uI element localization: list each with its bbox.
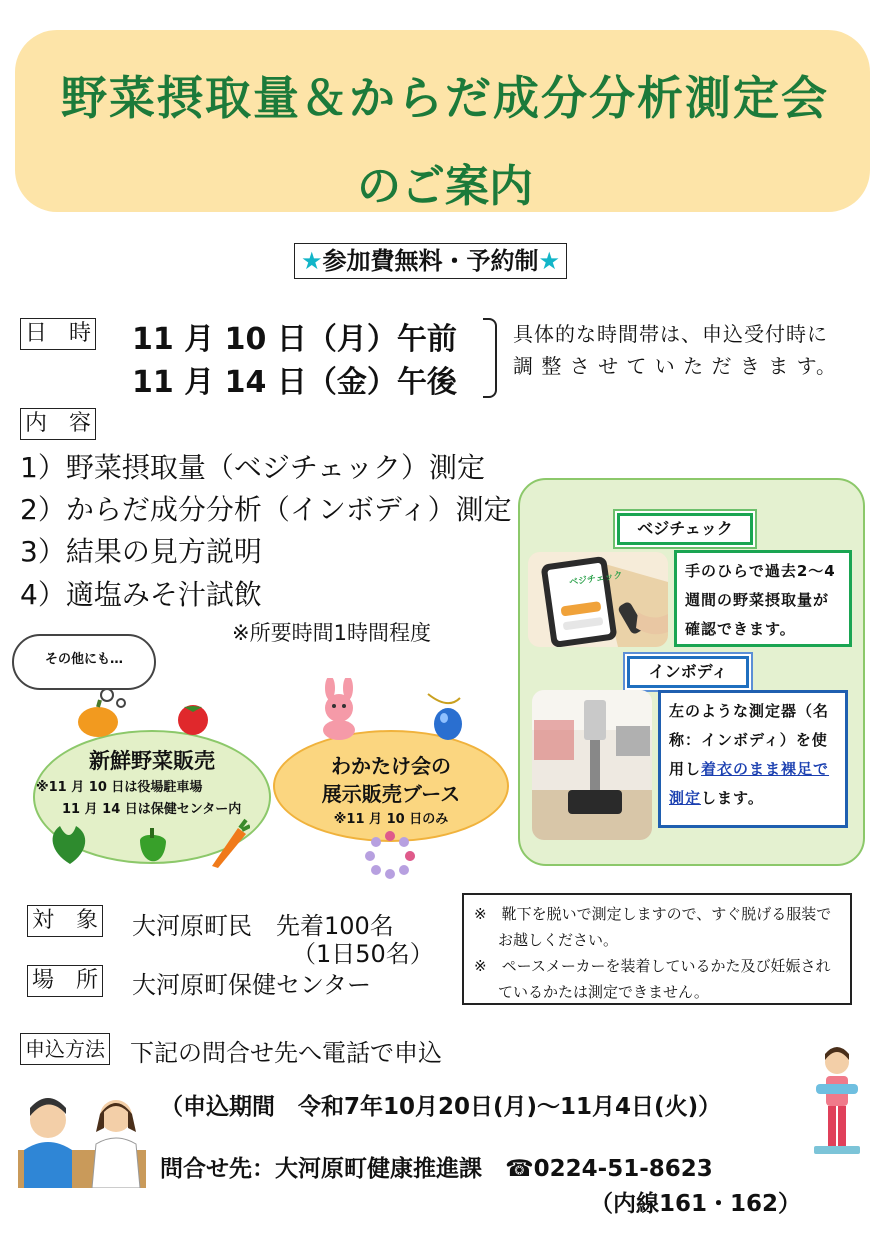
apply-period: （申込期間 令和7年10月20日(月)～11月4日(火)） (160, 1094, 722, 1120)
carrot-icon (206, 818, 250, 870)
date-1: 11 月 10 日（月）午前 (132, 322, 457, 357)
extension: （内線161・162） (590, 1191, 802, 1217)
duration-note: ※所要時間1時間程度 (232, 621, 431, 645)
warning-2: ※ ペースメーカーを装着しているかた及び妊娠されているかたは測定できません。 (474, 957, 831, 1001)
schedule-label: 日 時 (20, 318, 96, 350)
date-2: 11 月 14 日（金）午後 (132, 365, 457, 400)
content-item-1: 1）野菜摂取量（ベジチェック）測定 (20, 451, 485, 484)
veg-sale-title: 新鮮野菜販売 (89, 749, 215, 773)
page-subtitle: のご案内 (357, 161, 533, 212)
veg-sale-note-2: 11 月 14 日は保健センター内 (62, 802, 242, 817)
inbody-desc-pre: 左のような測定器（名称：インボディ）を使用し (669, 702, 830, 778)
target-value: 大河原町民 先着100名 (132, 912, 394, 940)
bunny-plush-icon (312, 678, 366, 740)
content-item-3: 3）結果の見方説明 (20, 535, 262, 568)
target-sub: （1日50名） (292, 940, 434, 968)
vegecheck-photo (528, 552, 668, 647)
booth-note: ※11 月 10 日のみ (333, 812, 449, 827)
warning-box (462, 893, 852, 1005)
vegecheck-tag: ベジチェック (617, 513, 753, 545)
inbody-desc-box (658, 690, 848, 828)
veg-sale-note-1: ※11 月 10 日は役場駐車場 (36, 780, 203, 795)
booth-title-2: 展示販売ブース (321, 782, 461, 806)
content-item-2: 2）からだ成分分析（インボディ）測定 (20, 493, 512, 526)
content-item-4: 4）適塩みそ汁試飲 (20, 578, 262, 611)
bracket (483, 318, 497, 398)
warning-1: ※ 靴下を脱いで測定しますので、すぐ脱げる服装でお越しください。 (474, 905, 832, 949)
vegecheck-desc-box (674, 550, 852, 647)
inbody-desc-blue: 着衣のまま裸足で測定 (669, 760, 830, 807)
place-label: 場 所 (27, 965, 103, 997)
pepper-icon (132, 826, 172, 870)
inbody-desc-post: します。 (701, 789, 764, 807)
target-label: 対 象 (27, 905, 103, 937)
fee-text: 参加費無料・予約制 (322, 247, 539, 275)
apply-value: 下記の問合せ先へ電話で申込 (130, 1039, 442, 1067)
inbody-tag: インボディ (627, 656, 749, 688)
consultation-illustration (18, 1088, 146, 1188)
vegecheck-desc: 手のひらで過去2～4週間の野菜摂取量が確認できます。 (685, 562, 836, 638)
page-title: 野菜摂取量＆からだ成分分析測定会 (61, 71, 829, 125)
place-value: 大河原町保健センター (132, 971, 372, 999)
star-icon: ★ (301, 247, 323, 275)
schedule-note: 具体的な時間帯は、申込受付時に 調 整 さ せ て い た だ き ま す。 (513, 322, 837, 378)
apply-label: 申込方法 (20, 1033, 110, 1065)
pendant-icon (420, 690, 476, 746)
content-label: 内 容 (20, 408, 96, 440)
device-text: ベジチェック (568, 570, 624, 589)
contact-info: 問合せ先：大河原町健康推進課 ☎0224-51-8623 (160, 1156, 713, 1182)
person-on-scale-illustration (808, 1040, 866, 1160)
inbody-photo (532, 690, 652, 840)
bracelet-icon (360, 830, 420, 880)
pumpkin-icon (76, 698, 120, 738)
tomato-icon (172, 698, 214, 736)
thought-cloud: その他にも… (12, 634, 156, 690)
star-icon: ★ (538, 247, 561, 275)
fee-banner (294, 243, 567, 279)
spinach-icon (46, 822, 94, 866)
booth-title-1: わかたけ会の (331, 754, 451, 778)
